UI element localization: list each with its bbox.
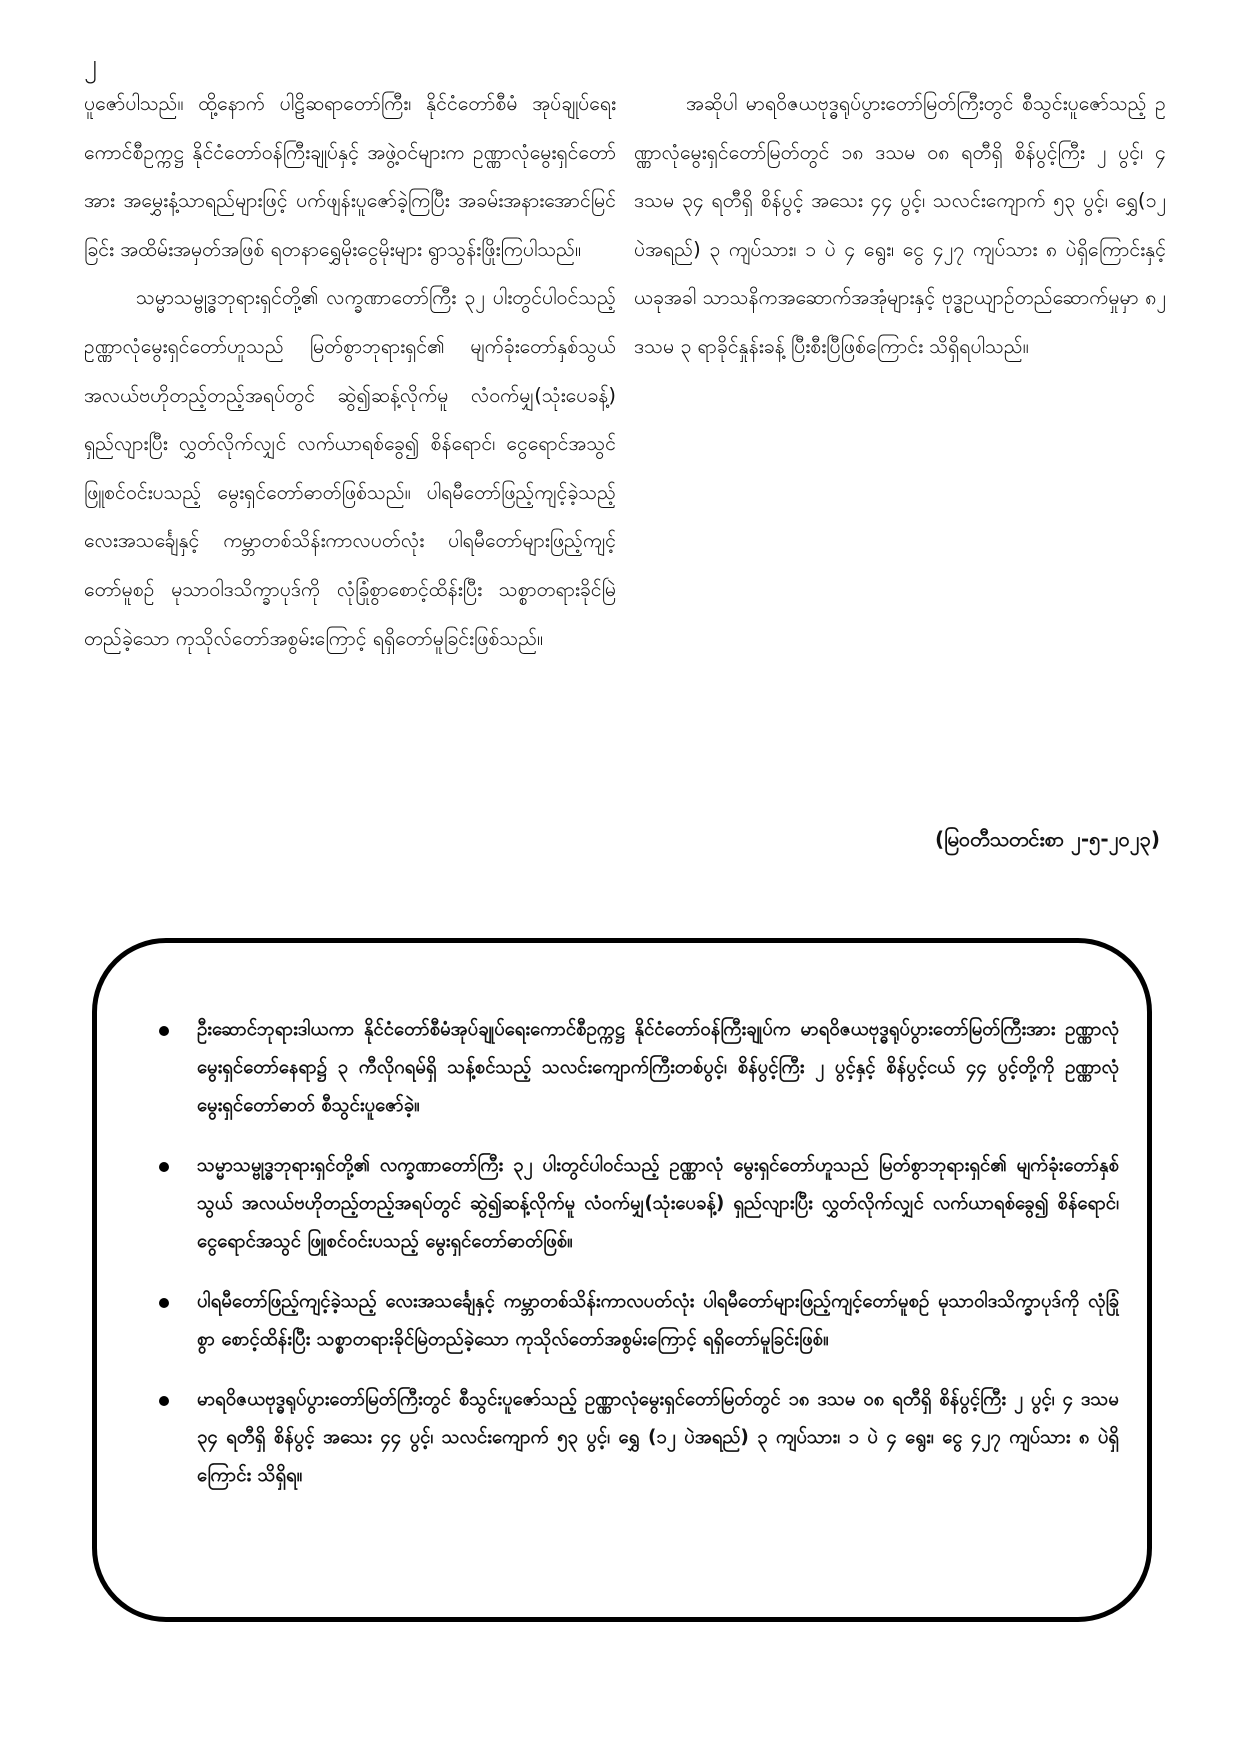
article-paragraph: သမ္မာသမ္ဗုဒ္ဓဘုရားရှင်တို့၏ လက္ခဏာတော်ကြီး ၃၂ ပါးတွင်ပါဝင်သည့် ဥဏ္ဏာလုံမွေးရှင်တော်ဟူသည် မြတ်စွာဘုရားရှင်၏ မျက်ခုံးတော်နှစ်သွယ် အလယ်ဗဟိုတည့်တည့်အရပ်တွင် ဆွဲ၍ဆန့်လိုက်မူ လံဝက်မျှ(သုံးပေခန့်) ရှည်လျားပြီး လွှတ်လိုက်လျှင် လက်ယာရစ်ခွေ၍ စိန်ရောင်၊ ငွေရောင်အသွင် ဖြူစင်ဝင်းပသည့် မွေးရှင်တော်ဓာတ်ဖြစ်သည်။ ပါရမီတော်ဖြည့်ကျင့်ခဲ့သည့် လေးအသင်္ချေနှင့် ကမ္ဘာတစ်သိန်းကာလပတ်လုံး ပါရမီတော်များဖြည့်ကျင့်တော်မူစဉ် မုသာဝါဒသိက္ခာပုဒ်ကို လုံခြုံစွာစောင့်ထိန်းပြီး သစ္စာတရားခိုင်မြဲတည်ခဲ့သော ကုသိုလ်တော်အစွမ်းကြောင့် ရရှိတော်မူခြင်းဖြစ်သည်။ <box>84 286 616 650</box>
summary-item-text: မာရဝိဇယဗုဒ္ဓရုပ်ပွားတော်မြတ်ကြီးတွင် စီသွင်းပူဇော်သည့် ဥဏ္ဏာလုံမွေးရှင်တော်မြတ်တွင် ၁၈ ဒသမ ၀၈ ရတီရှိ စိန်ပွင့်ကြီး ၂ ပွင့်၊ ၄ ဒသမ ၃၄ ရတီရှိ စိန်ပွင့် အသေး ၄၄ ပွင့်၊ သလင်းကျောက် ၅၃ ပွင့်၊ ရွှေ (၁၂ ပဲအရည်) ၃ ကျပ်သား၊ ၁ ပဲ ၄ ရွေး၊ ငွေ ၄၂၇ ကျပ်သား ၈ ပဲရှိကြောင်း သိရှိရ။ <box>197 1389 1119 1486</box>
summary-item <box>159 1381 1119 1495</box>
page-number: ၂ <box>84 49 97 79</box>
summary-item <box>159 1011 1119 1125</box>
summary-box <box>92 938 1152 1622</box>
article-paragraph: အဆိုပါ မာရဝိဇယဗုဒ္ဓရုပ်ပွားတော်မြတ်ကြီးတွင် စီသွင်းပူဇော်သည့် ဥဏ္ဏာလုံမွေးရှင်တော်မြတ်တွင် ၁၈ ဒသမ ၀၈ ရတီရှိ စိန်ပွင့်ကြီး ၂ ပွင့်၊ ၄ ဒသမ ၃၄ ရတီရှိ စိန်ပွင့် အသေး ၄၄ ပွင့်၊ သလင်းကျောက် ၅၃ ပွင့်၊ ရွှေ(၁၂ ပဲအရည်) ၃ ကျပ်သား၊ ၁ ပဲ ၄ ရွေး၊ ငွေ ၄၂၇ ကျပ်သား ၈ ပဲရှိကြောင်းနှင့် ယခုအခါ သာသနိကအဆောက်အအုံများနှင့် ဗုဒ္ဓဥယျာဉ်တည်ဆောက်မှုမှာ ၈၂ ဒသမ ၃ ရာခိုင်နှုန်းခန့် ပြီးစီးပြီဖြစ်ကြောင်း သိရှိရပါသည်။ <box>634 92 1166 358</box>
bullet-icon <box>159 1026 169 1036</box>
summary-item-text: ဦးဆောင်ဘုရားဒါယကာ နိုင်ငံတော်စီမံအုပ်ချုပ်ရေးကောင်စီဥက္ကဋ္ဌ နိုင်ငံတော်ဝန်ကြီးချုပ်က မာရဝိဇယဗုဒ္ဓရုပ်ပွားတော်မြတ်ကြီးအား ဥဏ္ဏာလုံမွေးရှင်တော်နေရာ၌ ၃ ကီလိုဂရမ်ရှိ သန့်စင်သည့် သလင်းကျောက်ကြီးတစ်ပွင့်၊ စိန်ပွင့်ကြီး ၂ ပွင့်နှင့် စိန်ပွင့်ငယ် ၄၄ ပွင့်တို့ကို ဥဏ္ဏာလုံမွေးရှင်တော်ဓာတ် စီသွင်းပူဇော်ခဲ့။ <box>197 1019 1119 1116</box>
summary-item-text: ပါရမီတော်ဖြည့်ကျင့်ခဲ့သည့် လေးအသင်္ချေနှင့် ကမ္ဘာတစ်သိန်းကာလပတ်လုံး ပါရမီတော်များဖြည့်ကျင့်တော်မူစဉ် မုသာဝါဒသိက္ခာပုဒ်ကို လုံခြုံစွာ စောင့်ထိန်းပြီး သစ္စာတရားခိုင်မြဲတည်ခဲ့သော ကုသိုလ်တော်အစွမ်းကြောင့် ရရှိတော်မူခြင်းဖြစ်။ <box>197 1291 1119 1350</box>
article-right-column <box>634 80 1166 372</box>
source-citation: (မြဝတီသတင်းစာ ၂-၅-၂၀၂၃) <box>934 827 1160 851</box>
summary-list <box>159 1011 1119 1517</box>
summary-item-text: သမ္မာသမ္ဗုဒ္ဓဘုရားရှင်တို့၏ လက္ခဏာတော်ကြီး ၃၂ ပါးတွင်ပါဝင်သည့် ဥဏ္ဏာလုံ မွေးရှင်တော်ဟူသည် မြတ်စွာဘုရားရှင်၏ မျက်ခုံးတော်နှစ်သွယ် အလယ်ဗဟိုတည့်တည့်အရပ်တွင် ဆွဲ၍ဆန့်လိုက်မူ လံဝက်မျှ(သုံးပေခန့်) ရှည်လျားပြီး လွှတ်လိုက်လျှင် လက်ယာရစ်ခွေ၍ စိန်ရောင်၊ ငွေရောင်အသွင် ဖြူစင်ဝင်းပသည့် မွေးရှင်တော်ဓာတ်ဖြစ်။ <box>197 1155 1119 1252</box>
summary-item <box>159 1147 1119 1261</box>
article-paragraph: ပူဇော်ပါသည်။ ထို့နောက် ပါဠိဆရာတော်ကြီး၊ နိုင်ငံတော်စီမံ အုပ်ချုပ်ရေးကောင်စီဥက္ကဋ္ဌ နိုင်ငံတော်ဝန်ကြီးချုပ်နှင့် အဖွဲ့ဝင်များက ဥဏ္ဏာလုံမွေးရှင်တော်အား အမွှေးနံ့သာရည်များဖြင့် ပက်ဖျန်းပူဇော်ခဲ့ကြပြီး အခမ်းအနားအောင်မြင်ခြင်း အထိမ်းအမှတ်အဖြစ် ရတနာရွှေမိုးငွေမိုးများ ရွာသွန်းဖြိုးကြပါသည်။ <box>84 92 616 261</box>
article-left-column <box>84 80 616 663</box>
bullet-icon <box>159 1162 169 1172</box>
bullet-icon <box>159 1396 169 1406</box>
summary-item <box>159 1283 1119 1359</box>
bullet-icon <box>159 1298 169 1308</box>
